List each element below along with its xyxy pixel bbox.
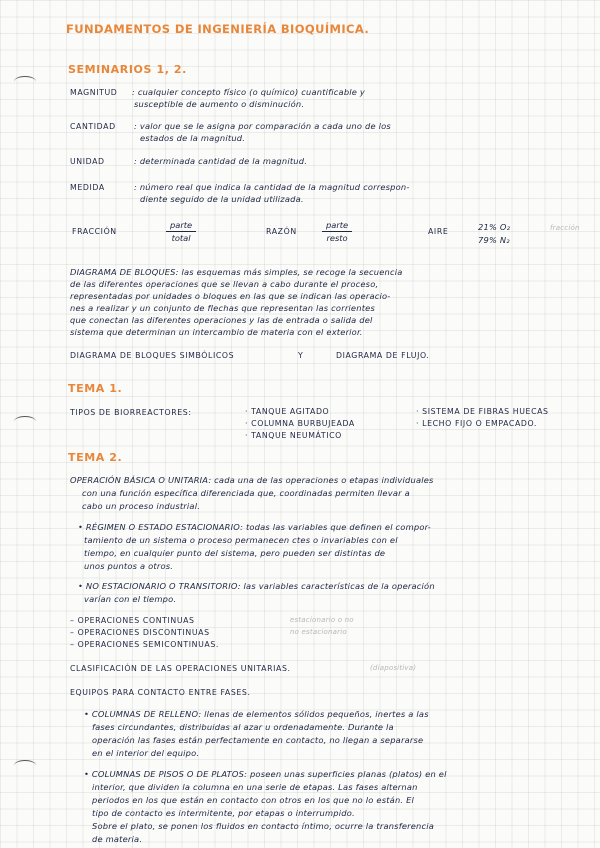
paragraph-line: • NO ESTACIONARIO O TRANSITORIO: las variables características de la operación (78, 581, 435, 591)
operacion-item: – OPERACIONES CONTINUAS (70, 616, 195, 625)
paragraph-line: Sobre el plato, se ponen los fluidos en contacto íntimo, ocurre la transferencia (92, 821, 435, 831)
paragraph-line: tiempo, en cualquier punto del sistema, pero pueden ser distintas de (84, 548, 386, 558)
paragraph-line: DIAGRAMA DE BLOQUES: las esquemas más simples, se recoge la secuencia (70, 267, 403, 277)
tipo-item: · TANQUE AGITADO (245, 407, 330, 416)
paragraph-line: interior, que dividen la columna en una serie de etapas. Las fases alternan (92, 782, 418, 792)
equipos-heading: EQUIPOS PARA CONTACTO ENTRE FASES. (70, 688, 251, 697)
paragraph-line: unos puntos a otros. (84, 561, 174, 571)
tipo-item: · TANQUE NEUMÁTICO (245, 431, 342, 440)
diagramas-y: Y (298, 351, 304, 360)
binder-hole-bottom (14, 760, 36, 771)
binder-hole-middle (14, 416, 36, 427)
paragraph-line: • COLUMNAS DE PISOS O DE PLATOS: poseen unas superficies planas (platos) en el (84, 769, 447, 779)
operacion-item: – OPERACIONES SEMICONTINUAS. (70, 640, 219, 649)
fraccion-num: parte (166, 220, 196, 232)
term-unidad: UNIDAD (70, 157, 105, 166)
seminarios-heading: SEMINARIOS 1, 2. (68, 63, 187, 76)
operacion-note: estacionario o no (290, 616, 354, 624)
aire-label: AIRE (428, 227, 449, 236)
binder-hole-top (14, 76, 36, 87)
razon-formula (322, 220, 352, 243)
clasificacion-heading: CLASIFICACIÓN DE LAS OPERACIONES UNITARIAS. (70, 664, 291, 673)
diagramas-simbolicos: DIAGRAMA DE BLOQUES SIMBÓLICOS (70, 351, 235, 360)
tipo-item: · LECHO FIJO O EMPACADO. (416, 419, 537, 428)
fraccion-den: total (171, 233, 191, 243)
diagrama-flujo: DIAGRAMA DE FLUJO. (336, 351, 430, 360)
operacion-note: no estacionario (290, 628, 347, 636)
paragraph-line: representadas por unidades o bloques en las que se indican las operacio- (70, 291, 391, 301)
paragraph-line: tamiento de un sistema o proceso permanecen ctes o invariables con el (84, 535, 398, 545)
definition-line: diente seguido de la unidad utilizada. (140, 194, 304, 204)
paragraph-line: de las diferentes operaciones que se llevan a cabo durante el proceso, (70, 279, 379, 289)
aire-n2: 79% N₂ (478, 235, 510, 245)
definition-line: : valor que se le asigna por comparación a cada uno de los (134, 121, 391, 131)
fraccion-label: FRACCIÓN (72, 227, 117, 236)
tipo-item: · COLUMNA BURBUJEADA (245, 419, 355, 428)
razon-num: parte (322, 220, 352, 232)
paragraph-line: • COLUMNAS DE RELLENO: llenas de elementos sólidos pequeños, inertes a las (84, 709, 429, 719)
term-magnitud: MAGNITUD (70, 88, 118, 97)
paragraph-line: tipo de contacto es intermitente, por etapas o interrumpido. (92, 808, 355, 818)
paragraph-line: OPERACIÓN BÁSICA O UNITARIA: cada una de las operaciones o etapas individuales (70, 475, 434, 485)
paragraph-line: fases circundantes, distribuidas al azar u ordenadamente. Durante la (92, 722, 394, 732)
definition-line: : cualquier concepto físico (o químico) cuantificable y (132, 87, 366, 97)
paragraph-line: cabo un proceso industrial. (82, 501, 201, 511)
paragraph-line: nes a realizar y un conjunto de flechas que representan las corrientes (70, 303, 375, 313)
tipos-label: TIPOS DE BIORREACTORES: (70, 408, 192, 417)
aire-note: fracción (550, 224, 580, 232)
definition-line: susceptible de aumento o disminución. (134, 99, 305, 109)
definition-line: estados de la magnitud. (140, 133, 246, 143)
operacion-item: – OPERACIONES DISCONTINUAS (70, 628, 210, 637)
tipo-item: · SISTEMA DE FIBRAS HUECAS (416, 407, 549, 416)
term-cantidad: CANTIDAD (70, 122, 116, 131)
definition-line: : determinada cantidad de la magnitud. (134, 156, 308, 166)
tema1-heading: TEMA 1. (68, 382, 123, 395)
page-title: FUNDAMENTOS DE INGENIERÍA BIOQUÍMICA. (66, 22, 370, 36)
paragraph-line: varían con el tiempo. (84, 594, 177, 604)
paragraph-line: con una función específica diferenciada que, coordinadas permiten llevar a (82, 488, 410, 498)
paragraph-line: periodos en los que están en contacto con otros en los que no lo están. El (92, 795, 415, 805)
fraccion-formula (166, 220, 196, 243)
razon-den: resto (326, 233, 348, 243)
paragraph-line: de materia. (92, 834, 143, 844)
razon-label: RAZÓN (266, 227, 297, 236)
paragraph-line: sistema que determinan un intercambio de materia con el exterior. (70, 327, 363, 337)
paragraph-line: • RÉGIMEN O ESTADO ESTACIONARIO: todas las variables que definen el compor- (78, 522, 431, 532)
definition-line: : número real que indica la cantidad de la magnitud correspon- (134, 182, 410, 192)
paragraph-line: operación las fases están perfectamente en contacto, no llegan a separarse (92, 735, 424, 745)
aire-o2: 21% O₂ (478, 222, 511, 232)
term-medida: MEDIDA (70, 183, 105, 192)
clasificacion-note: (diapositiva) (370, 664, 417, 672)
paragraph-line: que conectan las diferentes operaciones y las de entrada o salida del (70, 315, 373, 325)
tema2-heading: TEMA 2. (68, 451, 123, 464)
paragraph-line: en el interior del equipo. (92, 748, 200, 758)
